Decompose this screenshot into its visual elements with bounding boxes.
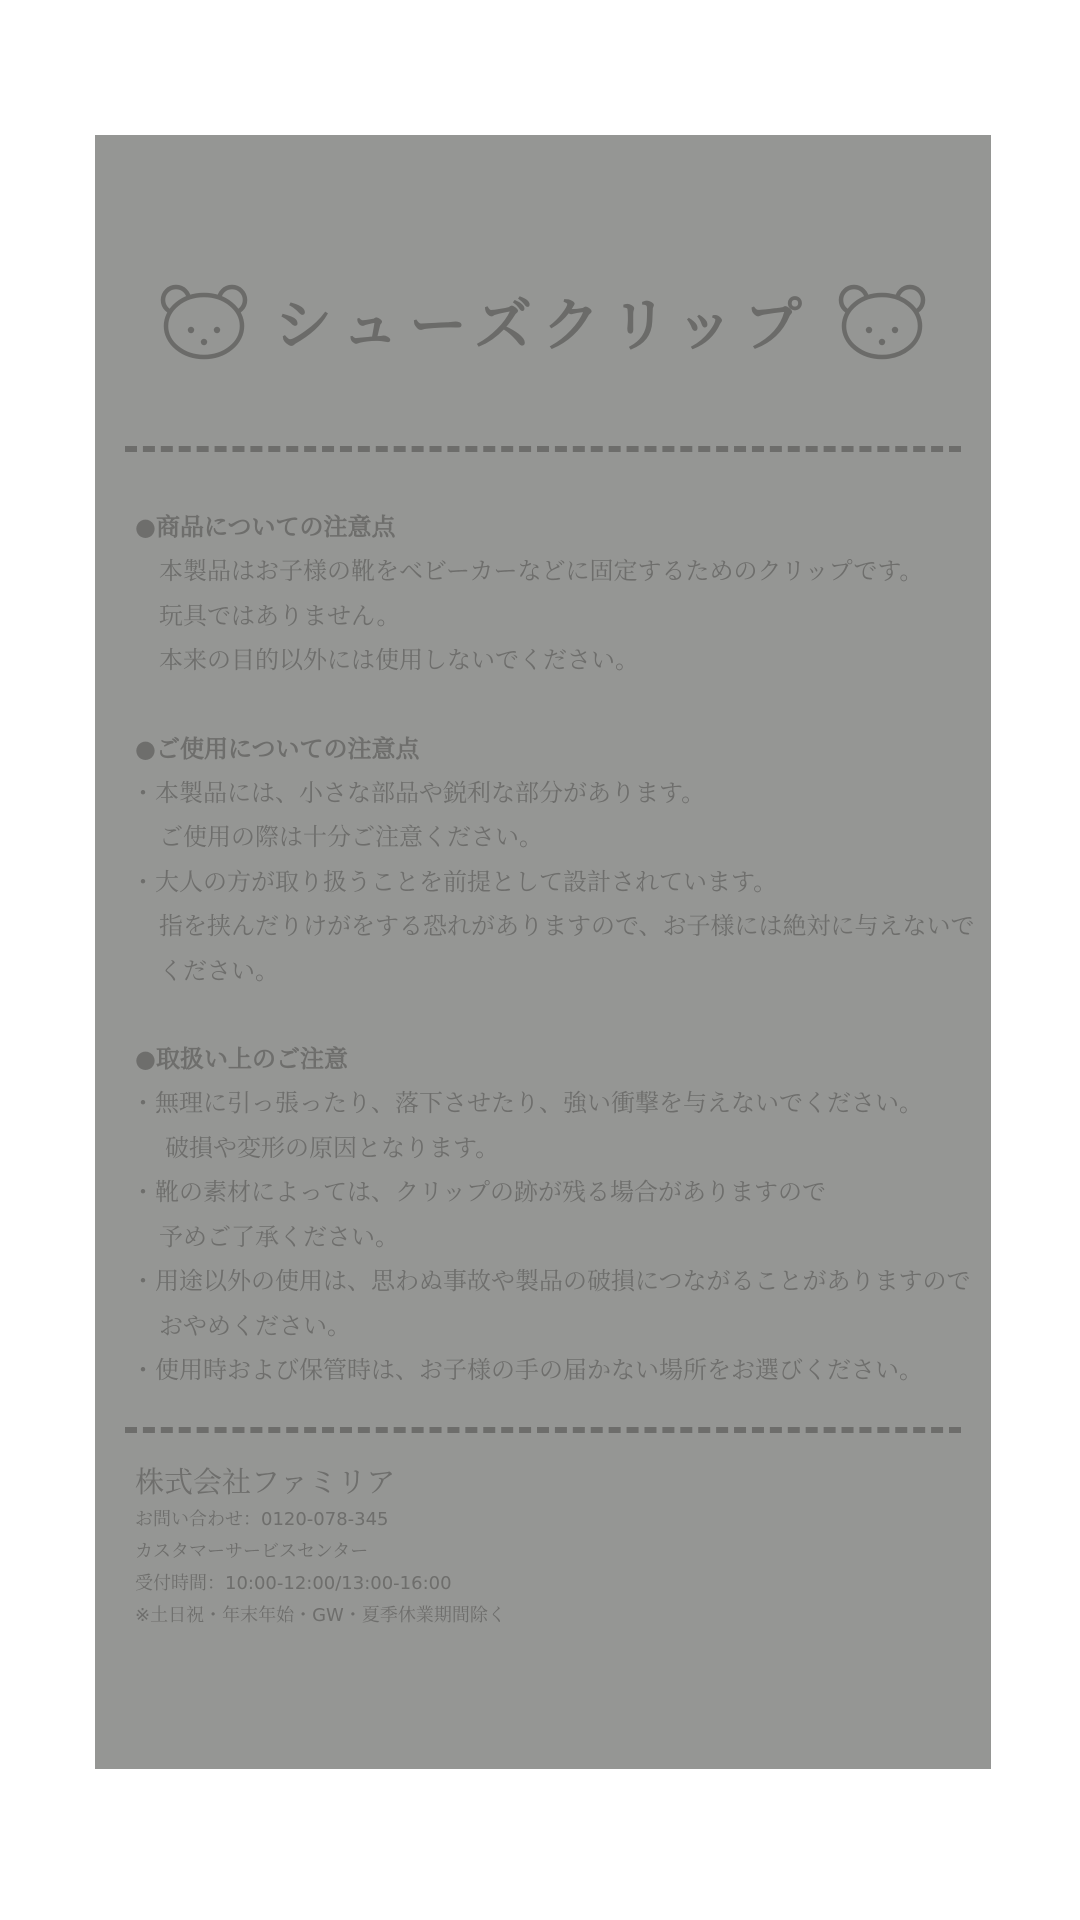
bear-face-icon <box>836 280 928 360</box>
contact-center: カスタマーサービスセンター <box>135 1541 369 1562</box>
contact-hours: 受付時間：10:00-12:00/13:00-16:00 <box>135 1573 452 1594</box>
notice-line: ・ 使用時および保管時は、お子様の手の届かない場所をお選びください。 <box>135 1348 965 1393</box>
handling-notice-section <box>135 1037 971 1393</box>
page-title: シューズクリップ <box>274 291 812 359</box>
notice-line: ・ 用途以外の使用は、思わぬ事故や製品の破損につながることがありますので <box>135 1259 965 1304</box>
dashed-divider-top <box>125 446 961 452</box>
notice-line: ください。 <box>159 956 279 985</box>
section-heading: ●ご使用についての注意点 <box>135 734 420 763</box>
notice-line: ・ 無理に引っ張ったり、落下させたり、強い衝撃を与えないでください。 <box>135 1081 965 1126</box>
title-row <box>95 265 991 375</box>
usage-notice-section <box>135 727 975 994</box>
instruction-card <box>95 135 991 1769</box>
notice-line: 破損や変形の原因となります。 <box>165 1133 500 1162</box>
contact-note: ※土日祝・年末年始・GW・夏季休業期間除く <box>135 1605 506 1626</box>
notice-line: ・ 本製品には、小さな部品や鋭利な部分があります。 <box>135 771 965 816</box>
notice-line: 本来の目的以外には使用しないでください。 <box>159 646 639 674</box>
notice-content <box>135 505 975 1437</box>
notice-line: ・ 靴の素材によっては、クリップの跡が残る場合がありますので <box>135 1170 965 1215</box>
bear-face-icon <box>158 280 250 360</box>
notice-line: 指を挟んだりけがをする恐れがありますので、お子様には絶対に与えないで <box>159 912 975 940</box>
section-heading: ●取扱い上のご注意 <box>135 1045 348 1073</box>
company-footer <box>135 1460 506 1632</box>
notice-line: 玩具ではありません。 <box>159 601 401 630</box>
notice-line: 予めご了承ください。 <box>159 1222 399 1251</box>
section-heading: ●商品についての注意点 <box>135 513 396 541</box>
notice-line: ・ 大人の方が取り扱うことを前提として設計されています。 <box>135 860 965 905</box>
contact-phone: お問い合わせ：0120-078-345 <box>135 1509 389 1530</box>
notice-line: 本製品はお子様の靴をベビーカーなどに固定するためのクリップです。 <box>159 557 924 585</box>
notice-line: おやめください。 <box>159 1311 351 1340</box>
dashed-divider-bottom <box>125 1427 961 1433</box>
product-notice-section <box>135 505 965 683</box>
company-name: 株式会社ファミリア <box>135 1465 396 1499</box>
notice-line: ご使用の際は十分ご注意ください。 <box>159 823 543 851</box>
